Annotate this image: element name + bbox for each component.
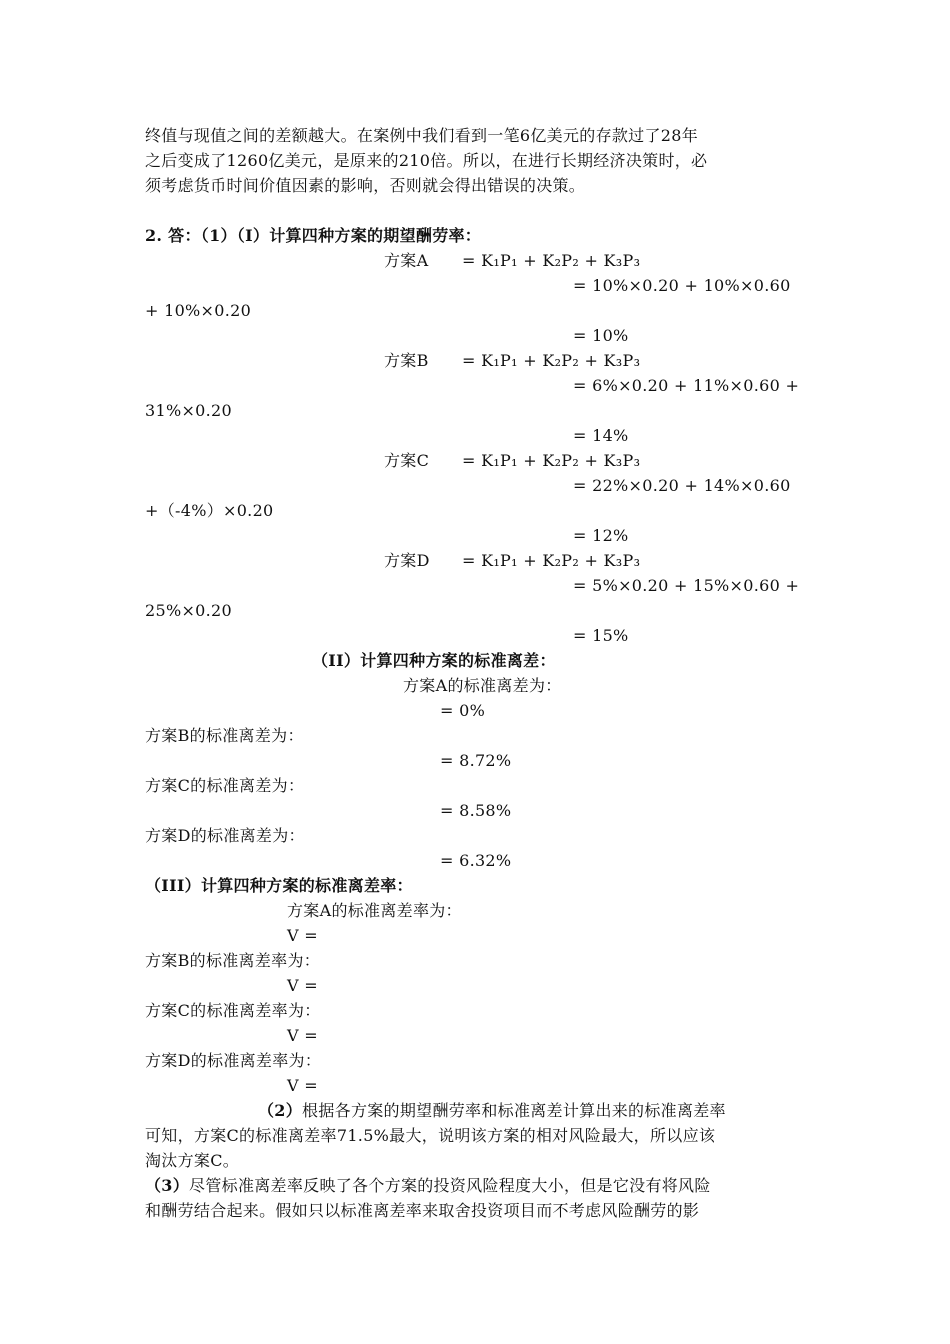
part3-text-1: 尽管标准离差率反映了各个方案的投资风险程度大小，但是它没有将风险 (189, 1176, 711, 1195)
plan-b-result: = 14% (573, 426, 629, 445)
cv-a-label: 方案A的标准离差率为： (287, 901, 462, 920)
part3-line-2: 和酬劳结合起来。假如只以标准离差率来取舍投资项目而不考虑风险酬劳的影 (145, 1201, 700, 1220)
plan-b-calc-cont: 31%×0.20 (145, 401, 232, 420)
plan-d-calc-cont: 25%×0.20 (145, 601, 232, 620)
cv-a-value: V = (287, 926, 318, 945)
sd-a-label: 方案A的标准离差为： (403, 676, 562, 695)
part2-line-3: 淘汰方案C。 (145, 1151, 240, 1170)
part3-label: （3） (145, 1176, 190, 1195)
plan-a-result: = 10% (573, 326, 629, 345)
plan-b-calc: = 6%×0.20 + 11%×0.60 + (573, 376, 800, 395)
plan-d-label: 方案D (384, 551, 430, 570)
plan-d-formula: = K₁P₁ + K₂P₂ + K₃P₃ (462, 551, 641, 570)
sd-c-label: 方案C的标准离差为： (145, 776, 305, 795)
cv-c-value: V = (287, 1026, 318, 1045)
plan-a-calc: = 10%×0.20 + 10%×0.60 (573, 276, 791, 295)
intro-line-3: 须考虑货币时间价值因素的影响，否则就会得出错误的决策。 (145, 176, 586, 195)
plan-a-formula: = K₁P₁ + K₂P₂ + K₃P₃ (462, 251, 641, 270)
part3-line-1 (145, 1174, 711, 1198)
plan-c-calc-cont: +（-4%）×0.20 (145, 501, 274, 520)
cv-c-label: 方案C的标准离差率为： (145, 1001, 321, 1020)
part2-line-2: 可知，方案C的标准离差率71.5%最大，说明该方案的相对风险最大，所以应该 (145, 1126, 716, 1145)
cv-d-value: V = (287, 1076, 318, 1095)
sd-b-label: 方案B的标准离差为： (145, 726, 304, 745)
sd-d-value: = 6.32% (440, 851, 512, 870)
sd-b-value: = 8.72% (440, 751, 512, 770)
plan-a-calc-cont: + 10%×0.20 (145, 301, 252, 320)
sd-c-value: = 8.58% (440, 801, 512, 820)
intro-line-1: 终值与现值之间的差额越大。在案例中我们看到一笔6亿美元的存款过了28年 (145, 126, 699, 145)
plan-c-calc: = 22%×0.20 + 14%×0.60 (573, 476, 791, 495)
intro-line-2: 之后变成了1260亿美元，是原来的210倍。所以，在进行长期经济决策时，必 (145, 151, 708, 170)
cv-d-label: 方案D的标准离差率为： (145, 1051, 322, 1070)
plan-d-result: = 15% (573, 626, 629, 645)
cv-b-value: V = (287, 976, 318, 995)
part2-label: （2） (258, 1101, 303, 1120)
plan-d-calc: = 5%×0.20 + 15%×0.60 + (573, 576, 800, 595)
plan-b-label: 方案B (384, 351, 429, 370)
sd-d-label: 方案D的标准离差为： (145, 826, 305, 845)
plan-c-result: = 12% (573, 526, 629, 545)
part2-line-1 (258, 1099, 726, 1123)
sd-heading: （II）计算四种方案的标准离差： (312, 651, 556, 670)
sd-a-value: = 0% (440, 701, 486, 720)
plan-c-formula: = K₁P₁ + K₂P₂ + K₃P₃ (462, 451, 641, 470)
plan-b-formula: = K₁P₁ + K₂P₂ + K₃P₃ (462, 351, 641, 370)
plan-c-label: 方案C (384, 451, 430, 470)
q2-heading: 2. 答：（1）（I）计算四种方案的期望酬劳率： (145, 226, 482, 245)
cv-b-label: 方案B的标准离差率为： (145, 951, 321, 970)
cv-heading: （III）计算四种方案的标准离差率： (145, 876, 413, 895)
part2-text-1: 根据各方案的期望酬劳率和标准离差计算出来的标准离差率 (302, 1101, 726, 1120)
plan-a-label: 方案A (384, 251, 429, 270)
